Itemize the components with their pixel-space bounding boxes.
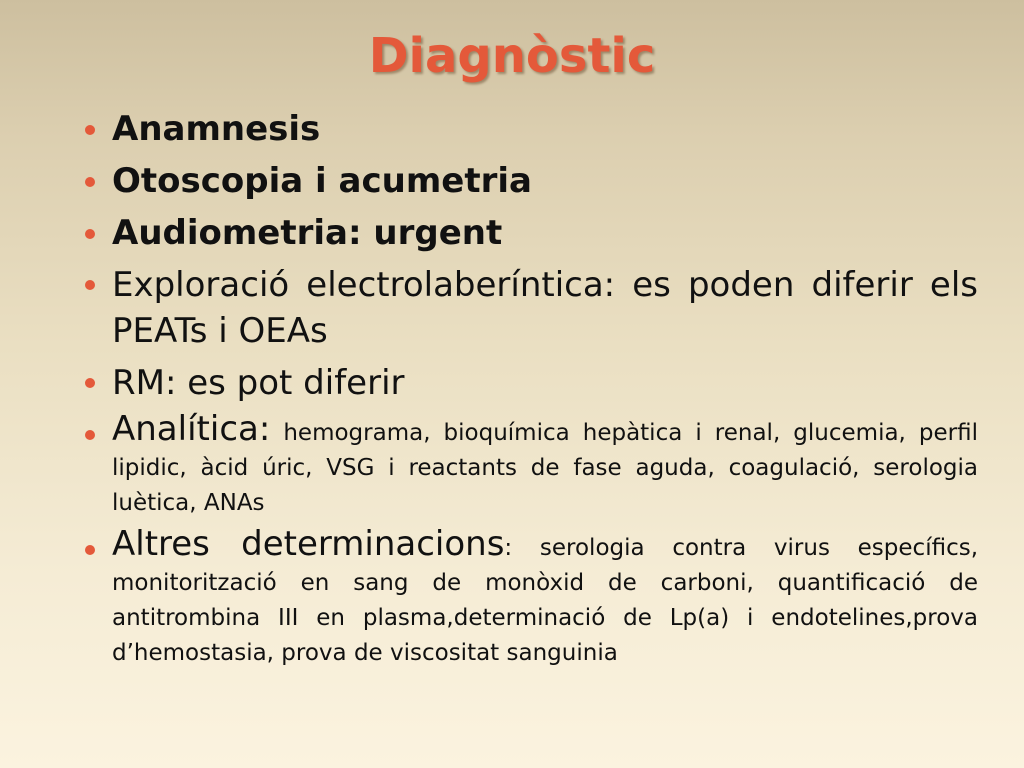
bullet-detail: hemograma, bioquímica hepàtica i renal, glucemia, perfil lipidic, àcid úric, VSG i reactants de fase aguda, coagulació, serologia luètica, ANAs: [112, 420, 978, 516]
bullet-text: Exploració electrolaberíntica: es poden diferir els PEATs i OEAs: [112, 265, 978, 351]
bullet-dot-icon: [85, 430, 95, 440]
bullet-text: RM: es pot diferir: [112, 363, 405, 403]
bullet-item-anamnesis: [80, 106, 978, 152]
bullet-detail: : serologia contra virus específics, monitorització en sang de monòxid de carboni, quantificació de antitrombina III en plasma,determinació de Lp(a) i endotelines,prova d’hemostasia, prova de viscositat sanguinia: [112, 535, 979, 666]
bullet-dot-icon: [85, 545, 95, 555]
bullet-text: Audiometria: urgent: [112, 213, 503, 253]
bullet-dot-icon: [85, 378, 95, 388]
bullet-item-rm: [80, 360, 978, 406]
bullet-item-analitica: [80, 409, 978, 521]
bullet-item-audiometria: [80, 210, 978, 256]
bullet-dot-icon: [85, 177, 95, 187]
bullet-list: [80, 106, 978, 677]
bullet-dot-icon: [85, 229, 95, 239]
slide-title: Diagnòstic: [368, 28, 656, 84]
bullet-text: Otoscopia i acumetria: [112, 161, 532, 201]
bullet-text: Anamnesis: [112, 109, 321, 149]
bullet-lead: Analítica:: [112, 409, 271, 449]
bullet-dot-icon: [85, 125, 95, 135]
bullet-lead: Altres determinacions: [112, 524, 505, 564]
bullet-dot-icon: [85, 280, 95, 290]
bullet-item-exploracio: [80, 262, 978, 354]
bullet-item-altres: [80, 524, 979, 671]
bullet-item-otoscopia: [80, 158, 978, 204]
